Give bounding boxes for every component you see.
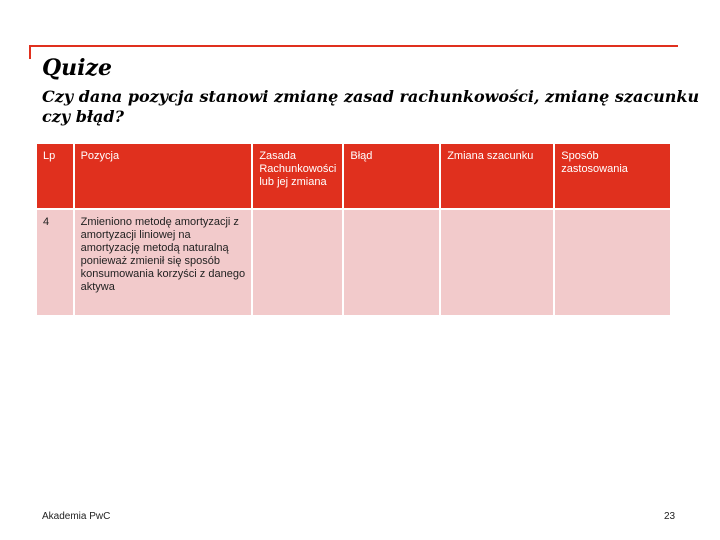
page-number: 23: [664, 511, 676, 522]
table-row: [37, 210, 672, 317]
table-header-row: [37, 144, 672, 210]
header-lp: Lp: [37, 144, 75, 210]
top-accent-line: [29, 45, 678, 47]
header-pozycja: Pozycja: [75, 144, 254, 210]
header-sposob: Sposób zastosowania: [555, 144, 672, 210]
slide-title: Quize: [42, 55, 113, 81]
cell-pozycja: Zmieniono metodę amortyzacji z amortyzacji liniowej na amortyzację metodą naturalną ponieważ zmienił się sposób konsumowania korzyści z danego aktywa: [75, 210, 254, 317]
header-zmiana-szacunku: Zmiana szacunku: [441, 144, 555, 210]
footer-source: Akademia PwC: [42, 511, 111, 522]
header-zasada: Zasada Rachunkowości lub jej zmiana: [253, 144, 344, 210]
quiz-table: [37, 144, 672, 317]
slide-question: Czy dana pozycja stanowi zmianę zasad rachunkowości, zmianę szacunku czy błąd?: [42, 87, 705, 126]
cell-lp: 4: [37, 210, 75, 317]
header-blad: Błąd: [344, 144, 441, 210]
cell-zmiana-szacunku[interactable]: [441, 210, 555, 317]
cell-zasada[interactable]: [253, 210, 344, 317]
cell-sposob[interactable]: [555, 210, 672, 317]
left-accent-tick: [29, 45, 31, 59]
cell-blad[interactable]: [344, 210, 441, 317]
